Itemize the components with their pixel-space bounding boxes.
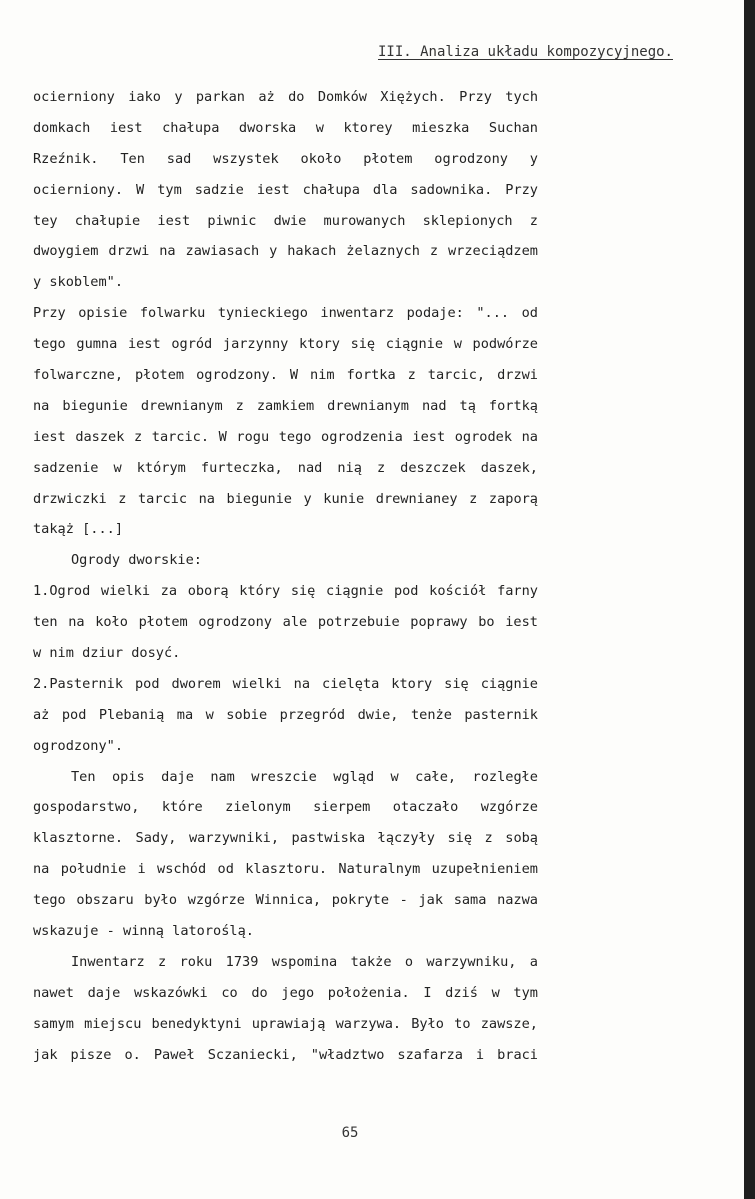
- text-line: aż pod Plebanią ma w sobie przegród dwie, tenże pasternik: [33, 706, 538, 723]
- text-line: wskazuje - winną latoroślą.: [33, 923, 254, 940]
- text-line: dwoygiem drzwi na zawiasach y hakach żelaznych z wrzeciądzem: [33, 243, 538, 260]
- text-line: Inwentarz z roku 1739 wspomina także o warzywniku, a: [71, 953, 538, 970]
- text-line: ten na koło płotem ogrodzony ale potrzebuie poprawy bo iest: [33, 614, 538, 631]
- text-line: domkach iest chałupa dworska w ktorey mieszka Suchan: [33, 119, 538, 136]
- text-line: jak pisze o. Paweł Sczaniecki, "władztwo szafarza i braci: [33, 1046, 538, 1063]
- text-line: ocierniony iako y parkan aż do Domków Xiężych. Przy tych: [33, 89, 538, 105]
- running-header: III. Analiza układu kompozycyjnego.: [377, 44, 673, 60]
- text-line: klasztorne. Sady, warzywniki, pastwiska łączyły się z sobą: [33, 830, 538, 847]
- text-line: ocierniony. W tym sadzie iest chałupa dla sadownika. Przy: [33, 181, 538, 198]
- text-line: 1.Ogrod wielki za oborą który się ciągnie pod kościół farny: [33, 583, 538, 600]
- text-line: 2.Pasternik pod dworem wielki na cielęta ktory się ciągnie: [33, 675, 538, 692]
- text-line: Ten opis daje nam wreszcie wgląd w całe, rozległe: [71, 768, 538, 785]
- text-line: drzwiczki z tarcic na biegunie y kunie drewnianey z zaporą: [33, 490, 538, 507]
- text-line: na południe i wschód od klasztoru. Naturalnym uzupełnieniem: [33, 861, 538, 878]
- section-heading: Ogrody dworskie:: [71, 552, 202, 569]
- text-line: takąż [...]: [33, 521, 124, 538]
- scan-edge: [744, 0, 755, 1199]
- text-line: folwarczne, płotem ogrodzony. W nim fortka z tarcic, drzwi: [33, 367, 538, 384]
- page-number: 65: [341, 1125, 359, 1141]
- text-line: Przy opisie folwarku tynieckiego inwentarz podaje: "... od: [33, 305, 538, 322]
- text-line: y skoblem".: [33, 274, 124, 291]
- text-line: nawet daje wskazówki co do jego położenia. I dziś w tym: [33, 984, 538, 1001]
- text-line: ogrodzony".: [33, 737, 124, 754]
- text-line: tego obszaru było wzgórze Winnica, pokryte - jak sama nazwa: [33, 892, 538, 909]
- text-line: tego gumna iest ogród jarzynny ktory się ciągnie w podwórze: [33, 336, 538, 353]
- text-line: iest daszek z tarcic. W rogu tego ogrodzenia iest ogrodek na: [33, 428, 538, 445]
- text-line: sadzenie w którym furteczka, nad nią z deszczek daszek,: [33, 459, 538, 476]
- text-line: samym miejscu benedyktyni uprawiają warzywa. Było to zawsze,: [33, 1015, 538, 1032]
- text-line: w nim dziur dosyć.: [33, 645, 181, 662]
- text-line: Rzeźnik. Ten sad wszystek około płotem ogrodzony y: [33, 150, 538, 167]
- text-line: gospodarstwo, które zielonym sierpem otaczało wzgórze: [33, 799, 538, 816]
- text-line: tey chałupie iest piwnic dwie murowanych sklepionych z: [33, 212, 538, 229]
- text-line: na biegunie drewnianym z zamkiem drewnianym nad tą fortką: [33, 397, 538, 414]
- body-text: [33, 82, 538, 1071]
